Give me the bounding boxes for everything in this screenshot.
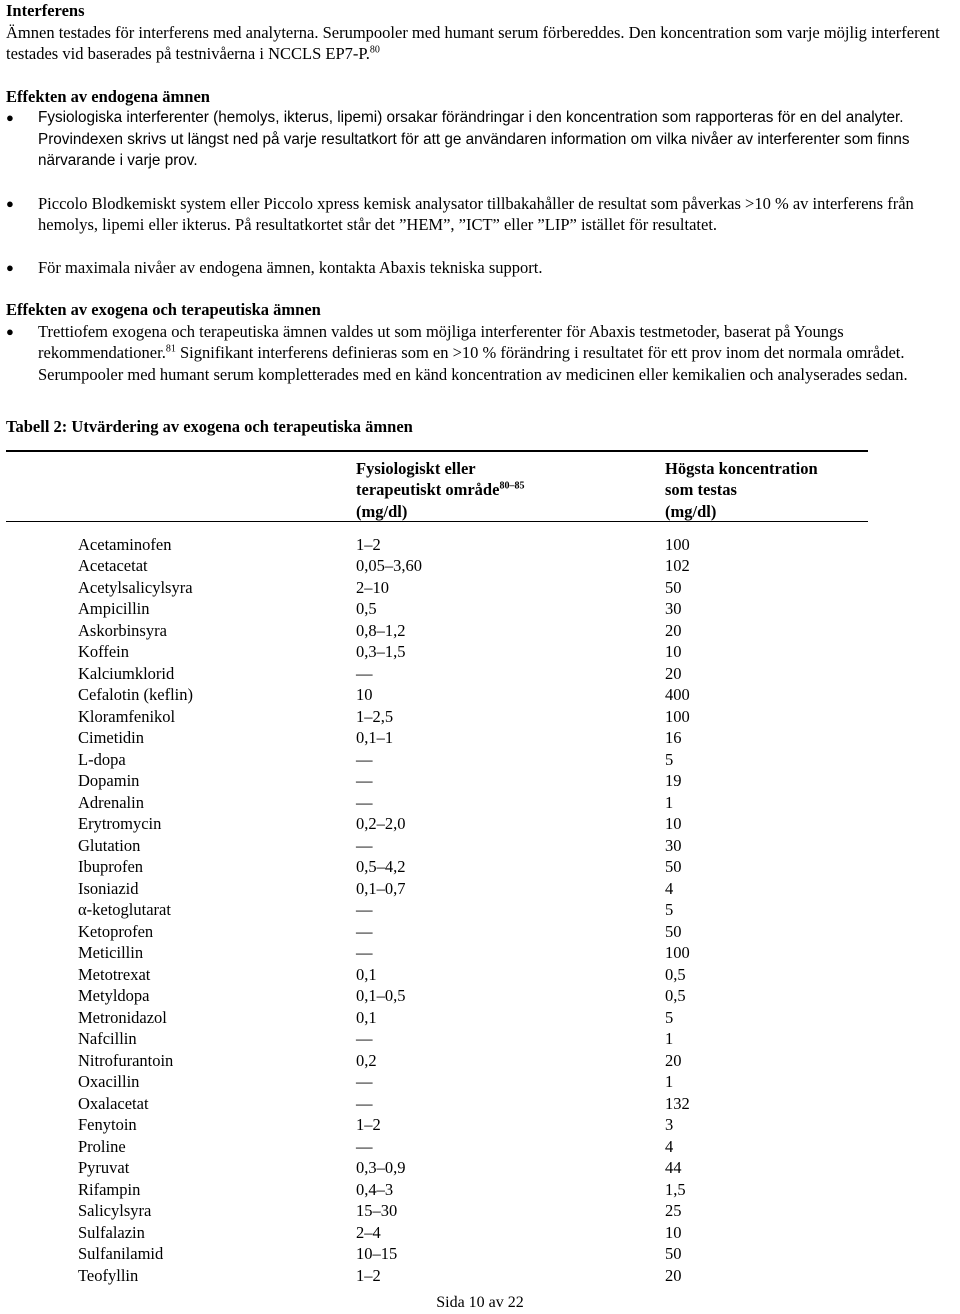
bullet-icon: ● [6, 110, 14, 125]
heading-exogena: Effekten av exogena och terapeutiska ämnen [6, 300, 321, 319]
cell-range: — [356, 943, 373, 962]
list-item [6, 193, 954, 236]
cell-name: Teofyllin [78, 1265, 139, 1285]
table-row [6, 1243, 865, 1265]
bullet-text: Trettiofem exogena och terapeutiska ämnen valdes ut som möjliga interferenter för Abaxis testmetoder, baserat på Youngs rekommendationer.$^{81}$ Signifikant interferens definieras som en >10 % förändring i resultatet för ett prov inom det normala området. Serumpooler med humant serum kompletterades med en känd koncentration av medicinen eller kemikalien och analyserades sedan. [38, 321, 908, 384]
cell-max: 10 [665, 814, 682, 833]
cell-range: — [356, 900, 373, 919]
cell-name: Fenytoin [78, 1115, 137, 1134]
cell-range: 0,5–4,2 [356, 857, 406, 876]
cell-name: Ketoprofen [78, 921, 154, 941]
cell-name: Nafcillin [78, 1029, 137, 1048]
cell-max: 5 [665, 749, 674, 769]
cell-max: 30 [665, 599, 682, 618]
cell-range: — [356, 1093, 373, 1113]
cell-name: Askorbinsyra [78, 620, 167, 640]
cell-max: 1 [665, 1072, 674, 1091]
cell-max: 1,5 [665, 1179, 686, 1199]
cell-name: Rifampin [78, 1179, 141, 1199]
cell-max: 20 [665, 1265, 682, 1285]
cell-range: 0,1–0,5 [356, 986, 406, 1005]
cell-name: Isoniazid [78, 878, 139, 898]
cell-name: Adrenalin [78, 792, 144, 812]
cell-max: 5 [665, 1007, 674, 1027]
table-row [6, 921, 865, 943]
cell-range: 0,2 [356, 1050, 377, 1070]
bullet-icon: ● [6, 323, 14, 339]
bullet-text: För maximala nivåer av endogena ämnen, kontakta Abaxis tekniska support. [38, 257, 543, 277]
list-item [6, 321, 954, 386]
document-page [6, 0, 954, 1286]
heading-endogena: Effekten av endogena ämnen [6, 86, 210, 106]
substance-table [6, 534, 865, 1287]
table-row [6, 878, 865, 900]
cell-name: Nitrofurantoin [78, 1050, 174, 1070]
cell-range: 10 [356, 685, 373, 704]
cell-max: 50 [665, 577, 682, 597]
cell-name: Acetylsalicylsyra [78, 577, 193, 597]
cell-max: 100 [665, 943, 690, 962]
cell-range: — [356, 663, 373, 683]
table-row [6, 749, 865, 771]
cell-max: 19 [665, 771, 682, 790]
cell-max: 20 [665, 663, 682, 683]
table-row [6, 1028, 865, 1050]
reference-sup: 81 [165, 343, 176, 355]
section-interferens [6, 0, 954, 65]
table-row [6, 555, 865, 577]
cell-name: Metronidazol [78, 1007, 167, 1027]
table-row [6, 1179, 865, 1201]
table-row [6, 1114, 865, 1136]
cell-range: 0,1 [356, 1007, 377, 1027]
cell-name: Oxalacetat [78, 1093, 149, 1113]
cell-max: 50 [665, 1244, 682, 1263]
bullet-icon: ● [6, 259, 14, 275]
table-row [6, 899, 865, 921]
table-row [6, 598, 865, 620]
cell-max: 10 [665, 642, 682, 661]
cell-range: 2–4 [356, 1222, 381, 1242]
cell-max: 50 [665, 857, 682, 876]
cell-max: 20 [665, 1050, 682, 1070]
table-row [6, 641, 865, 663]
cell-max: 100 [665, 706, 690, 726]
cell-max: 3 [665, 1115, 674, 1134]
table-row [6, 964, 865, 986]
cell-name: Koffein [78, 642, 130, 661]
cell-name: Erytromycin [78, 814, 162, 833]
table-row [6, 1136, 865, 1158]
cell-range: 0,2–2,0 [356, 814, 406, 833]
table-caption: Tabell 2: Utvärdering av exogena och terapeutiska ämnen [6, 417, 413, 436]
header-col-max: Högsta koncentration som testas (mg/dl) [665, 458, 818, 521]
cell-range: 0,4–3 [356, 1179, 394, 1199]
table-row [6, 770, 865, 792]
cell-max: 1 [665, 1029, 674, 1048]
table-header [6, 452, 868, 519]
table-row [6, 1157, 865, 1179]
cell-range: — [356, 749, 373, 769]
cell-range: 1–2 [356, 1115, 381, 1134]
table-row [6, 942, 865, 964]
cell-max: 30 [665, 835, 682, 855]
table-row [6, 792, 865, 814]
reference-sup: 80 [369, 44, 380, 56]
bullet-text: Fysiologiska interferenter (hemolys, ikterus, lipemi) orsakar förändringar i den koncentration som rapporteras för en del analyter. Provindexen skrivs ut längst ned på varje resultatkort för att ge användaren information om vilka nivåer av interferenter som finns närvarande i varje prov. [38, 109, 910, 169]
cell-max: 102 [665, 556, 690, 575]
table-row [6, 1200, 865, 1222]
cell-range: 0,1–1 [356, 728, 394, 747]
cell-name: α-ketoglutarat [78, 900, 171, 919]
cell-max: 20 [665, 620, 682, 640]
cell-max: 25 [665, 1201, 682, 1220]
table-row [6, 1050, 865, 1072]
cell-range: 2–10 [356, 577, 389, 597]
cell-range: 0,5 [356, 599, 377, 618]
cell-name: Sulfalazin [78, 1222, 145, 1242]
cell-max: 4 [665, 878, 674, 898]
table-row [6, 1093, 865, 1115]
cell-range: 15–30 [356, 1201, 398, 1220]
cell-max: 1 [665, 792, 674, 812]
table-row [6, 727, 865, 749]
cell-max: 16 [665, 728, 682, 747]
table-row [6, 985, 865, 1007]
list-item [6, 257, 954, 279]
table-row [6, 1071, 865, 1093]
cell-name: Kloramfenikol [78, 706, 176, 726]
cell-name: Acetacetat [78, 556, 148, 575]
table-row [6, 1222, 865, 1244]
cell-max: 4 [665, 1136, 674, 1156]
cell-range: — [356, 921, 373, 941]
cell-name: Kalciumklorid [78, 663, 175, 683]
table-section [6, 416, 954, 1286]
cell-range: 0,1 [356, 964, 377, 984]
cell-name: Ibuprofen [78, 857, 144, 876]
cell-range: 0,05–3,60 [356, 556, 422, 575]
header-col-range: Fysiologiskt eller terapeutiskt område$^{80-85}$ (mg/dl) [356, 458, 525, 521]
cell-range: — [356, 1072, 373, 1091]
cell-name: Oxacillin [78, 1072, 140, 1091]
cell-name: Proline [78, 1136, 126, 1156]
cell-name: Metotrexat [78, 964, 151, 984]
table-row [6, 1265, 865, 1287]
cell-name: L-dopa [78, 749, 126, 769]
cell-name: Pyruvat [78, 1158, 130, 1177]
header-col-name [6, 458, 356, 519]
table-row [6, 620, 865, 642]
cell-range: 0,3–0,9 [356, 1158, 406, 1177]
table-row [6, 706, 865, 728]
cell-name: Meticillin [78, 943, 144, 962]
cell-name: Sulfanilamid [78, 1244, 164, 1263]
cell-max: 10 [665, 1222, 682, 1242]
cell-max: 50 [665, 921, 682, 941]
cell-max: 5 [665, 900, 674, 919]
cell-range: 0,8–1,2 [356, 620, 406, 640]
cell-name: Glutation [78, 835, 141, 855]
cell-name: Cimetidin [78, 728, 144, 747]
cell-max: 0,5 [665, 964, 686, 984]
bullet-text: Piccolo Blodkemiskt system eller Piccolo xpress kemisk analysator tillbakahåller de resultat som påverkas >10 % av interferens från hemolys, lipemi eller ikterus. På resultatkortet står det ”HEM”, ”ICT” eller ”LIP” istället för resultatet. [38, 193, 914, 234]
cell-max: 44 [665, 1158, 682, 1177]
cell-name: Metyldopa [78, 986, 150, 1005]
cell-max: 100 [665, 534, 690, 554]
section-exogena [6, 299, 954, 385]
table-row [6, 663, 865, 685]
bullet-icon: ● [6, 195, 14, 211]
cell-range: — [356, 1136, 373, 1156]
cell-range: 10–15 [356, 1244, 398, 1263]
cell-range: — [356, 835, 373, 855]
table-row [6, 835, 865, 857]
cell-range: — [356, 1029, 373, 1048]
cell-max: 400 [665, 685, 690, 704]
cell-range: 0,3–1,5 [356, 642, 406, 661]
table-row [6, 856, 865, 878]
cell-name: Acetaminofen [78, 534, 172, 554]
cell-range: — [356, 792, 373, 812]
list-item [6, 107, 954, 172]
table-row [6, 577, 865, 599]
interferens-text: Ämnen testades för interferens med analyterna. Serumpooler med humant serum förbereddes. Den koncentration som varje möjlig interferent testades vid baserades på testnivåerna i NCCLS EP7-P.$^{80}$ [6, 22, 940, 63]
cell-max: 0,5 [665, 986, 686, 1005]
section-endogena [6, 86, 954, 279]
table-row [6, 684, 865, 706]
cell-name: Salicylsyra [78, 1201, 152, 1220]
cell-range: 1–2,5 [356, 706, 394, 726]
table-row [6, 813, 865, 835]
cell-max: 132 [665, 1093, 690, 1113]
cell-name: Ampicillin [78, 599, 150, 618]
cell-range: 1–2 [356, 534, 381, 554]
table-row [6, 1007, 865, 1029]
cell-range: 1–2 [356, 1265, 381, 1285]
cell-name: Dopamin [78, 771, 140, 790]
heading-interferens: Interferens [6, 1, 85, 20]
cell-range: 0,1–0,7 [356, 878, 406, 898]
page-footer: Sida 10 av 22 [436, 1294, 524, 1311]
cell-range: — [356, 771, 373, 790]
table-row [6, 534, 865, 556]
cell-name: Cefalotin (keflin) [78, 685, 194, 704]
